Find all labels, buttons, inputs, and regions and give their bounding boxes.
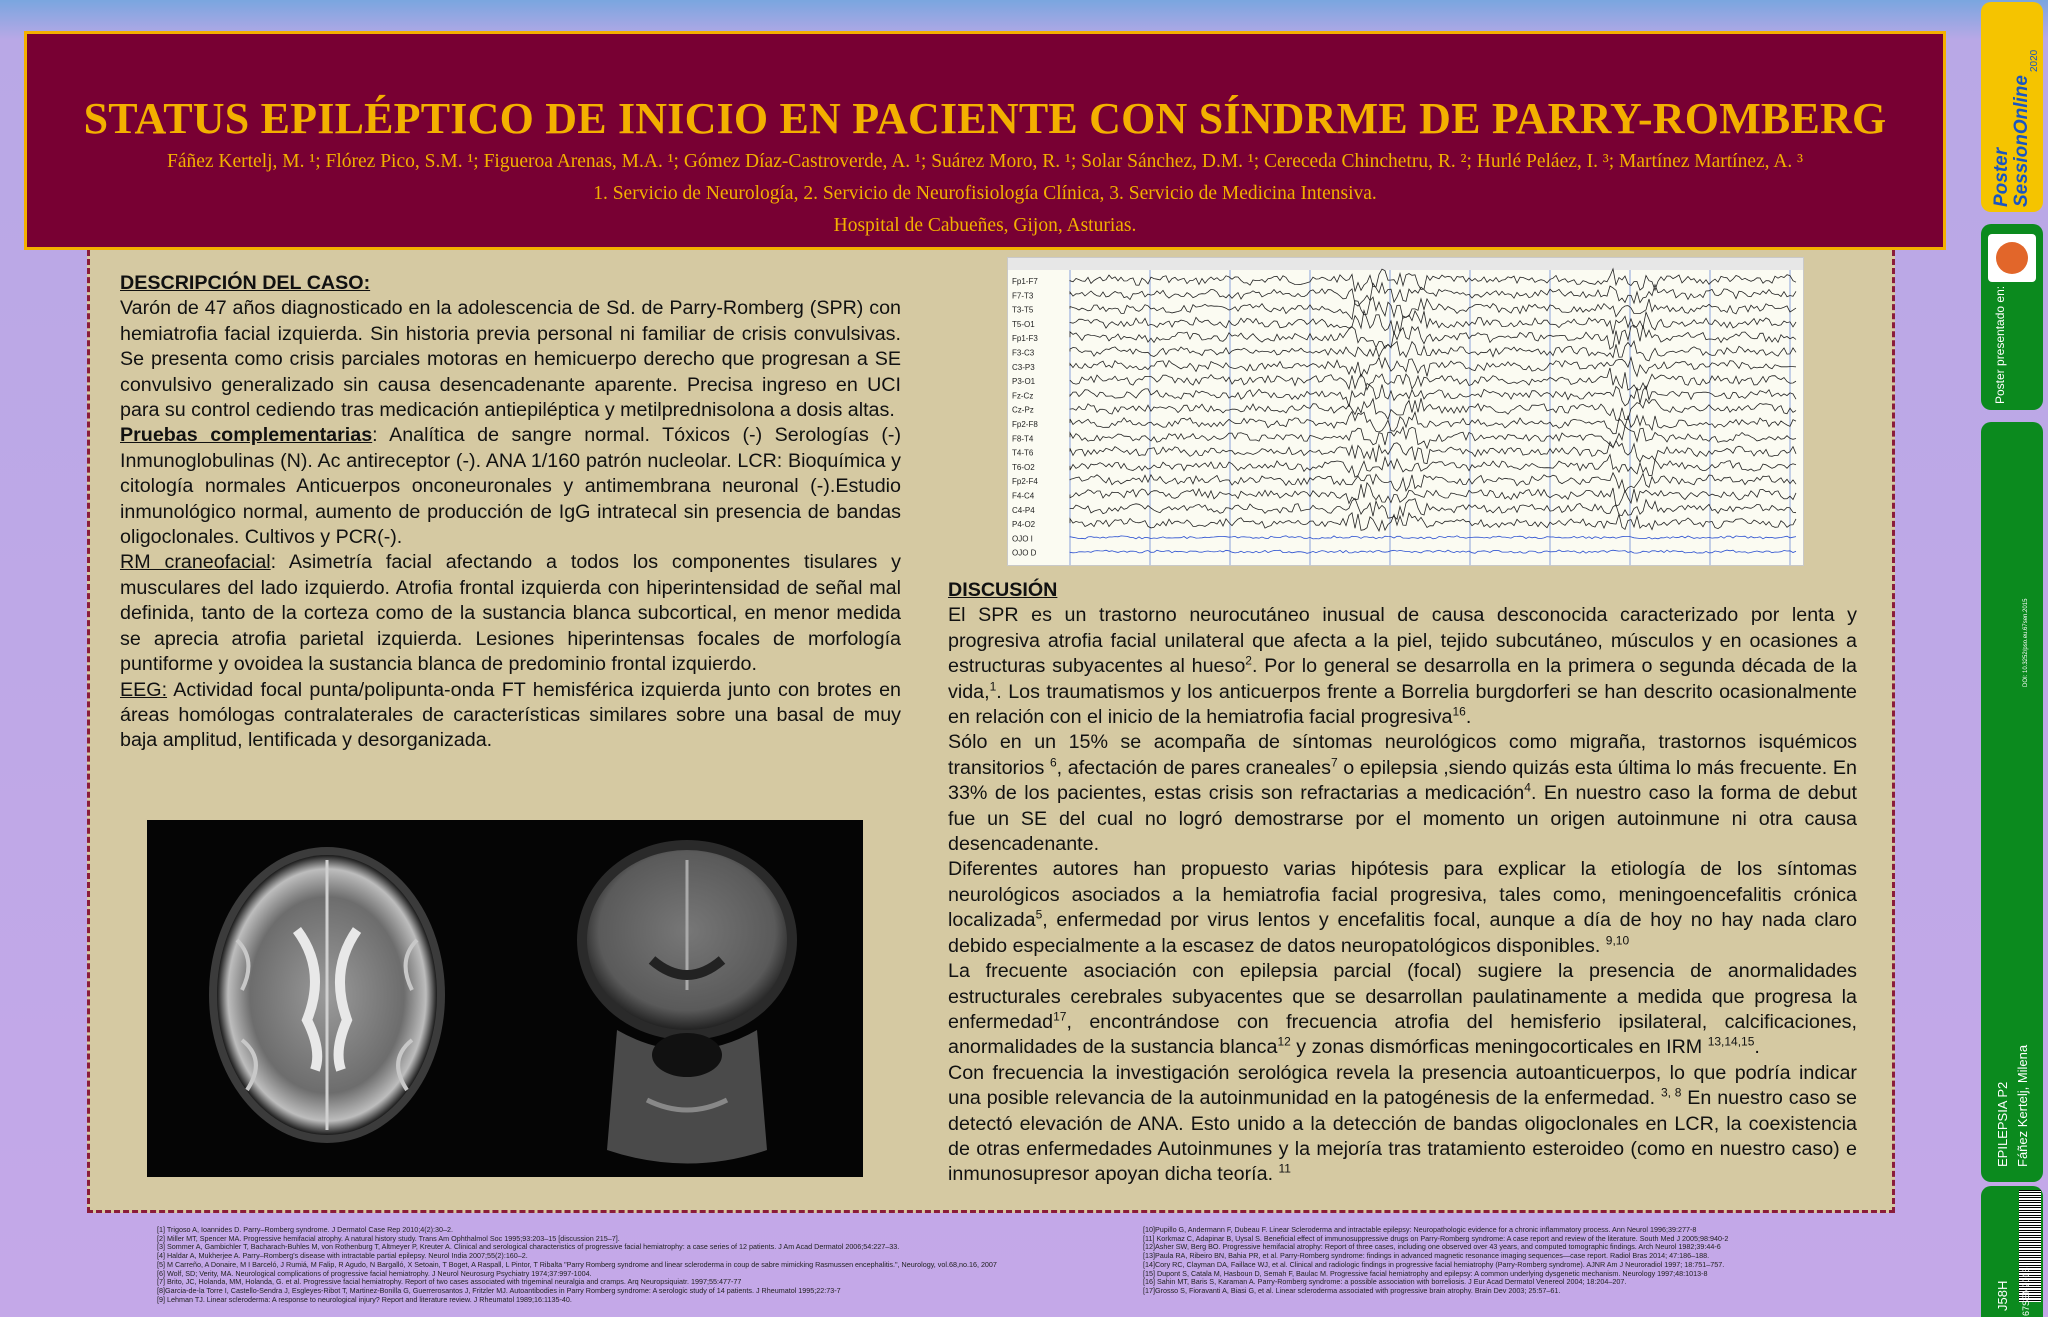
discussion-p4: La frecuente asociación con epilepsia parcial (focal) sugiere la presencia de anormalidades estructurales cerebrales subyacentes que se desarrollan paulatinamente a medida que progresa la enfermedad$^{17}$, encontrándose con frecuencia atrofia del hemisferio ipsilateral, calcificaciones, anormalidades de la sustancia blanca$^{12}$ y zonas dismórficas meningocorticales en IRM $^{13,14,15}$. <box>948 960 1857 1059</box>
coronal-slice <box>577 840 797 1164</box>
congress-logo <box>1988 234 2036 282</box>
poster-body <box>87 250 1895 1213</box>
eeg-label: EEG: <box>120 678 168 701</box>
eeg-channel-label: F7-T3 <box>1012 291 1034 301</box>
reference-item: [6] Wolf, SD; Verity, MA. Neurological complications of progressive facial hemiatrophy. J Neurol Neurosurg Psychiatry 1974;37:997-1004. <box>157 1269 592 1278</box>
discussion-p2: Sólo en un 15% se acompaña de síntomas neurológicos como migraña, trastornos isquémicos transitorios $^6$, afectación de pares craneales$^7$ o epilepsia ,siendo quizás esta última lo más frecuente. En 33% de los pacientes, estas crisis son refractarias a medicación$^4$. En nuestro caso la forma de debut fue un SE del cual no logró demostrarse por el momento un origen autoinmune ni otra causa desencadenante. <box>948 731 1858 856</box>
eeg-channel-label: T4-T6 <box>1012 448 1034 458</box>
eeg-channel-label: OJO D <box>1012 548 1037 558</box>
eeg-trace-line <box>1070 536 1796 539</box>
hospital: Hospital de Cabueñes, Gijon, Asturias. <box>833 215 1137 236</box>
session-panel <box>1981 422 2043 1182</box>
affiliations: 1. Servicio de Neurología, 2. Servicio de Neurofisiología Clínica, 3. Servicio de Medicina Intensiva. <box>593 183 1377 204</box>
eeg-trace-line <box>1070 483 1796 506</box>
eeg-trace-line <box>1070 550 1796 553</box>
eeg-trace <box>1007 257 1804 566</box>
axial-slice <box>209 847 445 1143</box>
rm-paragraph <box>120 550 901 677</box>
eeg-trace-line <box>1070 498 1796 519</box>
pruebas-label: Pruebas complementarias <box>120 424 373 447</box>
reference-item: [9] Lehman TJ. Linear scleroderma: A response to neurological injury? Report and literature review. J Rheumatol 1989;16:1135-40. <box>157 1295 572 1304</box>
eeg-trace-line <box>1070 441 1796 464</box>
eeg-trace-line <box>1070 341 1796 361</box>
reference-item: [1] Trigoso A, Ioannides D. Parry–Romberg syndrome. J Dermatol Case Rep 2010;4(2):30–2. <box>157 1226 454 1234</box>
reference-item: [17]Grosso S, Fioravanti A, Biasi G, et al. Linear scleroderma associated with progressive brain atrophy. Brain Dev 2003; 25:57–61. <box>1143 1286 1561 1295</box>
eeg-channel-label: Fp1-F7 <box>1012 277 1038 286</box>
discussion-p5: Con frecuencia la investigación serológica revela la presencia autoanticuerpos, lo que podría indicar una posible relevancia de la autoinmunidad en la patogénesis de la enfermedad. $^{3, 8}$ En nuestro caso se detectó elevación de ANA. Esto unido a la detección de bandas oligoclonales en LCR, la coexistencia de otras enfermedades Autoinmunes y la mejoría tras tratamiento esteroideo (como en nuestro caso) e inmunosupresor apoyan dicha teoría. $^{11}$ <box>948 1061 1857 1186</box>
eeg-channel-label: P4-O2 <box>1012 520 1036 530</box>
eeg-trace-line <box>1070 398 1796 420</box>
reference-item: [12]Asher SW, Berg BO. Progressive hemifacial atrophy: Report of three cases, including one observed over 43 years, and computed tomographic findings. Arch Neurol 1982;39:44-6 <box>1143 1243 1721 1252</box>
eeg-trace-line <box>1070 473 1796 492</box>
case-heading: DESCRIPCIÓN DEL CASO: <box>120 272 371 294</box>
case-intro: Varón de 47 años diagnosticado en la adolescencia de Sd. de Parry-Romberg (SPR) con hemiatrofia facial izquierda. Sin historia previa personal ni familiar de crisis convulsivas. Se presenta como crisis parciales motoras en hemicuerpo derecho que progresan a SE convulsivo generalizado sin causa desencadenante aparente. Precisa ingreso en UCI para su control cediendo tras medicación antiepiléptica y metilprednisolona a dosis altas. <box>120 297 901 422</box>
eeg-paragraph <box>120 678 901 754</box>
reference-item: [8]Garcia-de-la Torre I, Castello-Sendra J, Esgleyes-Ribot T, Martinez-Bonilla G, Guerrerosantos J, Fritzler MJ. Autoantibodies in Parry Romberg syndrome: A serologic study of 14 patients. J Rheumatol 1995;22:73-7 <box>157 1286 841 1295</box>
eeg-trace-line <box>1070 426 1796 448</box>
poster-title: STATUS EPILÉPTICO DE INICIO EN PACIENTE CON SÍNDRME DE PARRY-ROMBERG <box>83 94 1887 143</box>
rm-label: RM craneofacial <box>120 551 271 574</box>
references-right <box>1143 1226 1903 1296</box>
eeg-channel-label: T6-O2 <box>1012 462 1035 472</box>
eeg-trace-line <box>1070 455 1796 478</box>
eeg-trace-line <box>1070 283 1796 306</box>
mri-image <box>147 820 863 1177</box>
eeg-channel-label: Fz-Cz <box>1012 391 1034 401</box>
poster-session-logo: Poster SessionOnline 2020 <box>1981 2 2043 212</box>
eeg-channel-label: T3-T5 <box>1012 305 1034 315</box>
eeg-trace-line <box>1070 325 1796 349</box>
reference-item: [4] Haldar A, Mukherjee A. Parry–Romberg's disease with intractable partial epilepsy. Neurol India 2007;55(2):160–2. <box>157 1252 528 1261</box>
eeg-channel-label: Fp2-F8 <box>1012 420 1038 429</box>
eeg-channel-label: Cz-Pz <box>1012 405 1034 415</box>
eeg-trace-line <box>1070 513 1796 531</box>
rm-text: : Asimetría facial afectando a todos los componentes tisulares y musculares del lado izquierdo. Atrofia frontal izquierda con hiperintensidad de señal mal definida, tanto de la corteza como de la sustancia blanca subcortical, en menor medida se aprecia atrofia parietal izquierda. Lesiones hiperintensas focales de morfología puntiforme y ovoidea la sustancia blanca de predominio frontal izquierdo. <box>120 551 901 676</box>
code-panel <box>1981 1186 2043 1317</box>
eeg-channel-label: OJO I <box>1012 534 1033 544</box>
reference-item: [5] M Carreño, A Donaire, M I Barceló, J Rumiá, M Falip, R Agudo, N Bargalló, X Setoain, T Boget, A Raspall, L Pintor, T Ribalta "Parry Romberg syndrome and linear scleroderma in coup de sabre mimicking Rasmussen encephalitis.", Neurology, vol.68,no.16, 2007 <box>157 1260 997 1269</box>
reference-item: [16] Sahin MT, Baris S, Karaman A. Parry-Romberg syndrome: a possible association with borreliosis. J Eur Acad Dermatol Venereol 2004; 18:204–207. <box>1143 1278 1627 1287</box>
eeg-channel-label: Fp1-F3 <box>1012 334 1038 344</box>
barcode-text: 67SEN2015 <box>2021 1267 2031 1316</box>
doi-text: DOI: 10.3252/pso.eu.67sen.2015 <box>2023 598 2029 687</box>
discussion-p1: El SPR es un trastorno neurocutáneo inusual de causa desconocida caracterizado por lenta y progresiva atrofia facial unilateral que afecta a la piel, tejido subcutáneo, músculos y en ocasiones a estructuras subyacentes al hueso$^2$. Por lo general se desarrolla en la primera o segunda década de la vida,$^1$. Los traumatismos y los anticuerpos frente a Borrelia burgdorferi se han descrito ocasionalmente en relación con el inicio de la hemiatrofia facial progresiva$^{16}$. <box>948 604 1858 729</box>
eeg-trace-line <box>1070 412 1796 434</box>
poster-header <box>24 31 1946 250</box>
eeg-channel-label: T5-O1 <box>1012 319 1035 329</box>
reference-item: [10]Pupillo G, Andermann F, Dubeau F. Linear Scleroderma and intractable epilepsy: Neuropathologic evidence for a chronic inflammatory process. Ann Neurol 1996;39:277-8 <box>1143 1226 1697 1234</box>
eeg-trace-line <box>1070 297 1796 319</box>
eeg-channel-label: C4-P4 <box>1012 505 1035 515</box>
pruebas-text: : Analítica de sangre normal. Tóxicos (-) Serologías (-) Inmunoglobulinas (N). Ac antireceptor (-). ANA 1/160 patrón nucleolar. LCR: Bioquímica y citología normales Anticuerpos onconeuronales y antimembrana neuronal (-).Estudio inmunológico normal, aumento de producción de IgG intratecal sin presencia de bandas oligoclonales. Cultivos y PCR(-). <box>120 424 901 549</box>
eeg-channel-label: F3-C3 <box>1012 348 1035 358</box>
pruebas-paragraph <box>120 423 901 550</box>
references-left <box>157 1226 1027 1304</box>
discussion-heading: DISCUSIÓN <box>948 579 1058 601</box>
discussion-column <box>948 578 1857 1188</box>
presented-label: Poster presentado en: <box>1993 285 2007 404</box>
eeg-trace-line <box>1070 311 1796 335</box>
reference-item: [3] Sommer A, Gambichler T, Bacharach-Buhles M, von Rothenburg T, Altmeyer P, Kreuter A. Clinical and serological characteristics of progressive facial hemiatrophy: a case series of 12 patients. J Am Acad Dermatol 2006;54:227–33. <box>157 1243 900 1252</box>
eeg-channel-label: F4-C4 <box>1012 491 1035 501</box>
eeg-channel-label: Fp2-F4 <box>1012 477 1038 487</box>
eeg-trace-line <box>1070 358 1796 377</box>
discussion-p3: Diferentes autores han propuesto varias hipótesis para explicar la etiología de los síntomas neurológicos asociados a la hemiatrofia facial progresiva, tales como, meningoencefalitis crónica localizada$^5$, enfermedad por virus lentos y encefalitis focal, aunque a día de hoy no hay nada claro debido especialmente a la escasez de datos neuropatológicos disponibles. $^{9,10}$ <box>948 858 1857 957</box>
eeg-trace-line <box>1070 368 1796 390</box>
presented-at-panel <box>1981 224 2043 410</box>
author-list: Fáñez Kertelj, M. ¹; Flórez Pico, S.M. ¹; Figueroa Arenas, M.A. ¹; Gómez Díaz-Castroverde, A. ¹; Suárez Moro, R. ¹; Solar Sánchez, D.M. ¹; Cereceda Chinchetru, R. ²; Hurlé Peláez, I. ³; Martínez Martínez, A. ³ <box>166 151 1804 172</box>
case-column <box>120 271 901 754</box>
reference-item: [11] Korkmaz C, Adapinar B, Uysal S. Beneficial effect of immunosuppressive drugs on Parry-Romberg syndrome: A case report and review of the literature. South Med J 2005;98:940-2 <box>1143 1234 1729 1243</box>
reference-item: [15] Dupont S, Catala M, Hasboun D, Semah F, Baulac M. Progressive facial hemiatrophy and epilepsy: A common underlying dysgenetic mechanism. Neurology 1997;48:1013-8 <box>1143 1269 1708 1278</box>
eeg-channel-label: C3-P3 <box>1012 362 1035 372</box>
eeg-text: Actividad focal punta/polipunta-onda FT hemisférica izquierda junto con brotes en áreas homólogas contralaterales de características similares sobre una basal de muy baja amplitud, lentificada y desorganizada. <box>120 678 901 752</box>
session-name: EPILEPSIA P2 <box>1995 1081 2010 1167</box>
eeg-channel-label: F8-T4 <box>1012 434 1034 444</box>
eeg-trace-line <box>1070 383 1796 406</box>
author-name: Fáñez Kertelj, Milena <box>2015 1044 2030 1167</box>
eeg-trace-line <box>1070 269 1796 292</box>
reference-item: [2] Miller MT, Spencer MA. Progressive hemifacial atrophy. A natural history study. Trans Am Ophthalmol Soc 1995;93:203–15 [discussion 215–7]. <box>157 1234 620 1243</box>
reference-item: [14]Cory RC, Clayman DA, Faillace WJ, et al. Clinical and radiologic findings in progressive facial hemiatrophy (Parry-Romberg syndrome). AJNR Am J Neuroradiol 1997; 18:751–757. <box>1143 1260 1725 1269</box>
reference-item: [13]Paula RA, Ribeiro BN, Bahia PR, et al. Parry-Romberg syndrome: findings in advanced magnetic resonance imaging sequences—case report. Radiol Bras 2014; 47:186–188. <box>1143 1252 1710 1261</box>
sidebar <box>1978 0 2048 1317</box>
reference-item: [7] Brito, JC, Holanda, MM, Holanda, G. et al. Progressive facial hemiatrophy. Report of two cases associated with trigeminal neuralgia and cramps. Arq Neuropsiquiatr. 1997;55:477-77 <box>157 1278 742 1287</box>
poster-code: J58H <box>1995 1280 2010 1311</box>
eeg-channel-label: P3-O1 <box>1012 377 1036 387</box>
